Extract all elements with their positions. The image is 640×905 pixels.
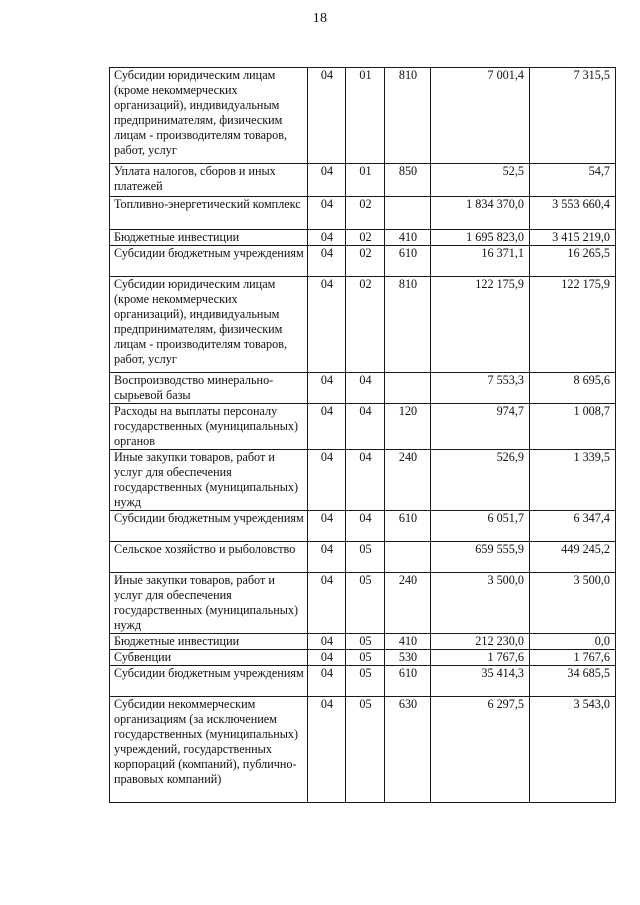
cell-section: 04 <box>308 373 346 404</box>
table-row <box>110 634 616 650</box>
cell-expense-type: 240 <box>385 450 431 511</box>
cell-section: 04 <box>308 404 346 450</box>
cell-value-2: 449 245,2 <box>530 542 616 573</box>
cell-value-2: 3 553 660,4 <box>530 197 616 230</box>
cell-expense-type <box>385 542 431 573</box>
cell-name: Сельское хозяйство и рыболовство <box>110 542 308 573</box>
cell-name: Уплата налогов, сборов и иных платежей <box>110 164 308 197</box>
table-row <box>110 246 616 277</box>
cell-expense-type: 610 <box>385 511 431 542</box>
cell-subsection: 04 <box>346 404 385 450</box>
cell-subsection: 05 <box>346 573 385 634</box>
table-row <box>110 68 616 164</box>
cell-subsection: 02 <box>346 197 385 230</box>
table-row <box>110 164 616 197</box>
cell-section: 04 <box>308 634 346 650</box>
cell-value-1: 526,9 <box>431 450 530 511</box>
cell-value-1: 7 553,3 <box>431 373 530 404</box>
cell-section: 04 <box>308 230 346 246</box>
cell-value-1: 3 500,0 <box>431 573 530 634</box>
cell-value-1: 6 297,5 <box>431 697 530 803</box>
cell-name: Иные закупки товаров, работ и услуг для обеспечения государственных (муниципальных) нужд <box>110 450 308 511</box>
cell-name: Иные закупки товаров, работ и услуг для обеспечения государственных (муниципальных) нужд <box>110 573 308 634</box>
cell-name: Субсидии юридическим лицам (кроме некоммерческих организаций), индивидуальным предпринимателям, физическим лицам - производителям товаров, работ, услуг <box>110 277 308 373</box>
cell-subsection: 01 <box>346 68 385 164</box>
cell-section: 04 <box>308 450 346 511</box>
cell-value-1: 659 555,9 <box>431 542 530 573</box>
table-row <box>110 404 616 450</box>
cell-expense-type: 410 <box>385 230 431 246</box>
cell-section: 04 <box>308 697 346 803</box>
cell-value-2: 1 339,5 <box>530 450 616 511</box>
table-row <box>110 650 616 666</box>
table-body <box>110 68 616 803</box>
cell-value-1: 52,5 <box>431 164 530 197</box>
cell-name: Субсидии юридическим лицам (кроме некоммерческих организаций), индивидуальным предпринимателям, физическим лицам - производителям товаров, работ, услуг <box>110 68 308 164</box>
cell-value-2: 8 695,6 <box>530 373 616 404</box>
cell-section: 04 <box>308 164 346 197</box>
cell-expense-type: 120 <box>385 404 431 450</box>
cell-expense-type: 630 <box>385 697 431 803</box>
cell-expense-type: 530 <box>385 650 431 666</box>
cell-section: 04 <box>308 650 346 666</box>
cell-section: 04 <box>308 666 346 697</box>
table-row <box>110 542 616 573</box>
table-row <box>110 666 616 697</box>
cell-value-2: 3 415 219,0 <box>530 230 616 246</box>
table-row <box>110 573 616 634</box>
cell-value-2: 34 685,5 <box>530 666 616 697</box>
cell-section: 04 <box>308 511 346 542</box>
cell-section: 04 <box>308 277 346 373</box>
cell-subsection: 05 <box>346 650 385 666</box>
cell-subsection: 04 <box>346 511 385 542</box>
cell-name: Субсидии бюджетным учреждениям <box>110 246 308 277</box>
cell-value-1: 122 175,9 <box>431 277 530 373</box>
table-row <box>110 277 616 373</box>
cell-expense-type: 240 <box>385 573 431 634</box>
cell-value-1: 1 834 370,0 <box>431 197 530 230</box>
cell-value-2: 3 543,0 <box>530 697 616 803</box>
cell-name: Субвенции <box>110 650 308 666</box>
cell-name: Субсидии некоммерческим организациям (за исключением государственных (муниципальных) учреждений, государственных корпораций (компаний), публично-правовых компаний) <box>110 697 308 803</box>
cell-section: 04 <box>308 68 346 164</box>
cell-expense-type: 810 <box>385 277 431 373</box>
cell-section: 04 <box>308 542 346 573</box>
cell-name: Расходы на выплаты персоналу государственных (муниципальных) органов <box>110 404 308 450</box>
cell-value-1: 6 051,7 <box>431 511 530 542</box>
cell-subsection: 04 <box>346 450 385 511</box>
cell-subsection: 05 <box>346 666 385 697</box>
cell-expense-type: 610 <box>385 246 431 277</box>
cell-section: 04 <box>308 197 346 230</box>
cell-name: Бюджетные инвестиции <box>110 634 308 650</box>
cell-section: 04 <box>308 246 346 277</box>
table-row <box>110 373 616 404</box>
cell-expense-type <box>385 373 431 404</box>
table-row <box>110 230 616 246</box>
cell-value-1: 212 230,0 <box>431 634 530 650</box>
cell-value-2: 1 008,7 <box>530 404 616 450</box>
cell-subsection: 05 <box>346 697 385 803</box>
cell-section: 04 <box>308 573 346 634</box>
table-row <box>110 697 616 803</box>
table-row <box>110 511 616 542</box>
cell-expense-type: 410 <box>385 634 431 650</box>
cell-subsection: 01 <box>346 164 385 197</box>
cell-subsection: 02 <box>346 246 385 277</box>
page-number: 18 <box>312 11 328 26</box>
cell-name: Субсидии бюджетным учреждениям <box>110 511 308 542</box>
cell-name: Воспроизводство минерально-сырьевой базы <box>110 373 308 404</box>
cell-value-2: 1 767,6 <box>530 650 616 666</box>
cell-subsection: 04 <box>346 373 385 404</box>
cell-subsection: 05 <box>346 634 385 650</box>
cell-value-1: 16 371,1 <box>431 246 530 277</box>
cell-value-1: 1 695 823,0 <box>431 230 530 246</box>
cell-name: Субсидии бюджетным учреждениям <box>110 666 308 697</box>
cell-value-1: 1 767,6 <box>431 650 530 666</box>
cell-subsection: 02 <box>346 277 385 373</box>
cell-name: Топливно-энергетический комплекс <box>110 197 308 230</box>
table-row <box>110 197 616 230</box>
cell-expense-type: 850 <box>385 164 431 197</box>
cell-value-1: 7 001,4 <box>431 68 530 164</box>
cell-value-2: 3 500,0 <box>530 573 616 634</box>
cell-value-2: 122 175,9 <box>530 277 616 373</box>
cell-name: Бюджетные инвестиции <box>110 230 308 246</box>
cell-value-2: 7 315,5 <box>530 68 616 164</box>
cell-expense-type: 610 <box>385 666 431 697</box>
cell-value-1: 974,7 <box>431 404 530 450</box>
cell-expense-type <box>385 197 431 230</box>
budget-table <box>109 67 616 803</box>
cell-value-2: 54,7 <box>530 164 616 197</box>
table-row <box>110 450 616 511</box>
cell-subsection: 02 <box>346 230 385 246</box>
cell-expense-type: 810 <box>385 68 431 164</box>
cell-value-1: 35 414,3 <box>431 666 530 697</box>
cell-value-2: 16 265,5 <box>530 246 616 277</box>
cell-value-2: 0,0 <box>530 634 616 650</box>
cell-value-2: 6 347,4 <box>530 511 616 542</box>
cell-subsection: 05 <box>346 542 385 573</box>
